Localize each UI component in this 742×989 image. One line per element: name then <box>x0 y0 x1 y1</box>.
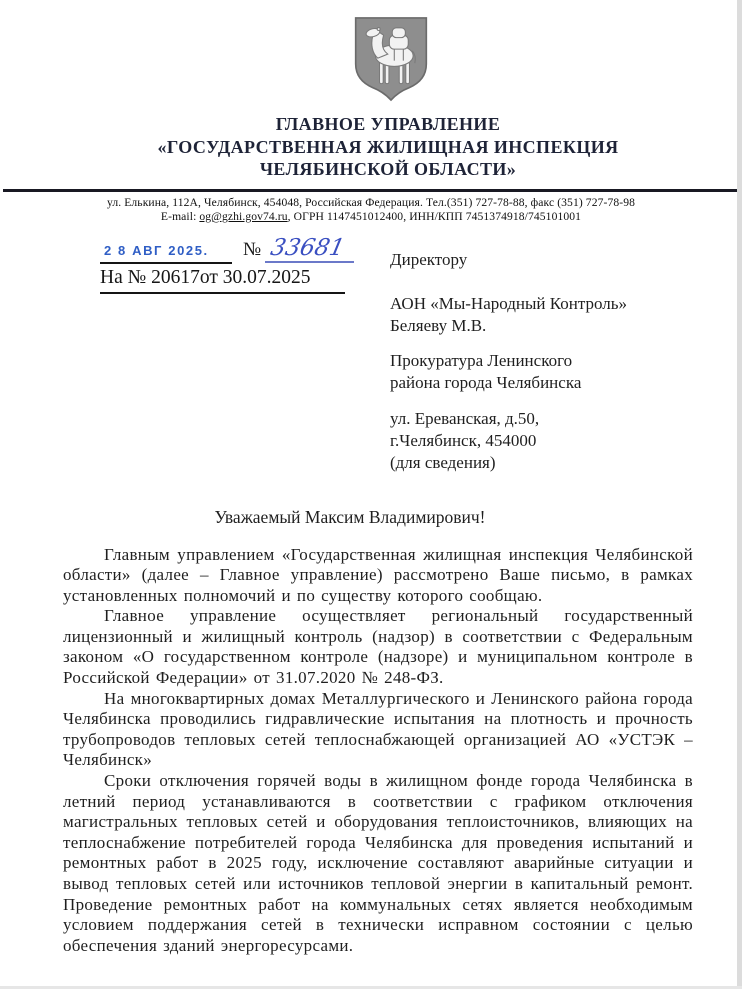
body-paragraph-2: Главное управление осуществляет региональный государственный лицензионный и жилищный контроль (надзор) в соответствии с Федеральным законом «О государственном контроле (надзоре) и муниципальном контроле в Российской Федерации» от 31.07.2020 № 248-ФЗ. <box>63 606 693 688</box>
letter-body <box>0 545 742 957</box>
body-paragraph-4: Сроки отключения горячей воды в жилищном фонде города Челябинска в летний период устанавливаются в соответствии с графиком отключения магистральных тепловых сетей и оборудования теплоисточников, влияющих на теплоснабжение потребителей города Челябинска для проведения испытаний и ремонтных работ в 2025 году, исключение составляют аварийные ситуации и вывод тепловых сетей или источников тепловой энергии в капитальный ремонт. Проведение ремонтных работ на коммунальных сетях является необходимым условием поддержания сетей в технически исправном состоянии с целью обеспечения зданий энергоресурсами. <box>63 771 693 955</box>
recipient-position: Директору <box>390 249 468 269</box>
contact-line-2 <box>0 210 742 225</box>
org-title-line-1: ГЛАВНОЕ УПРАВЛЕНИЕ <box>275 114 501 134</box>
letterhead-divider <box>3 189 739 192</box>
org-title-line-3: ЧЕЛЯБИНСКОЙ ОБЛАСТИ» <box>259 159 517 179</box>
recipient-address-line-1: ул. Ереванская, д.50, <box>390 408 540 428</box>
org-title <box>17 113 742 181</box>
outgoing-number-group <box>243 235 354 263</box>
salutation: Уважаемый Максим Владимирович! <box>214 506 486 527</box>
copy-recipient-line-2: района города Челябинска <box>390 372 582 392</box>
contact-block <box>0 196 742 225</box>
coat-of-arms-camel-icon <box>341 13 441 110</box>
letterhead <box>0 0 742 225</box>
registration-numbers: , ОГРН 1147451012400, ИНН/КПП 7451374918/745101001 <box>287 210 582 223</box>
incoming-reference: На № 20617от 30.07.2025 <box>100 267 345 294</box>
org-title-line-2: «ГОСУДАРСТВЕННАЯ ЖИЛИЩНАЯ ИНСПЕКЦИЯ <box>157 136 619 157</box>
recipient-note: (для сведения) <box>390 452 496 472</box>
outgoing-number-handwritten: 33681 <box>265 235 354 263</box>
reference-and-recipient <box>0 234 742 476</box>
recipient-address-line-2: г.Челябинск, 454000 <box>390 430 537 450</box>
body-paragraph-1: Главным управлением «Государственная жилищная инспекция Челябинской области» (далее – Главное управление) рассмотрено Ваше письмо, в рамках установленных полномочий и по существу которого сообщаю. <box>63 544 693 605</box>
recipient-person: Беляеву М.В. <box>390 315 487 335</box>
email-address: og@gzhi.gov74.ru <box>199 210 288 223</box>
number-sign: № <box>243 238 262 260</box>
date-stamp: 2 8 АВГ 2025. <box>100 243 232 264</box>
body-paragraph-3: На многоквартирных домах Металлургического и Ленинского района города Челябинска проводились гидравлические испытания на плотность и прочность трубопроводов тепловых сетей теплоснабжающей организацией АО «УСТЭК – Челябинск» <box>63 688 693 770</box>
recipient-block <box>390 249 627 474</box>
outgoing-reference-row <box>100 234 348 264</box>
contact-line-1: ул. Елькина, 112А, Челябинск, 454048, Российская Федерация. Тел.(351) 727-78-88, факс (351) 727-78-98 <box>106 195 636 209</box>
copy-recipient-line-1: Прокуратура Ленинского <box>390 350 573 370</box>
recipient-organization: АОН «Мы-Народный Контроль» <box>390 293 628 313</box>
email-label: E-mail: <box>160 210 200 223</box>
